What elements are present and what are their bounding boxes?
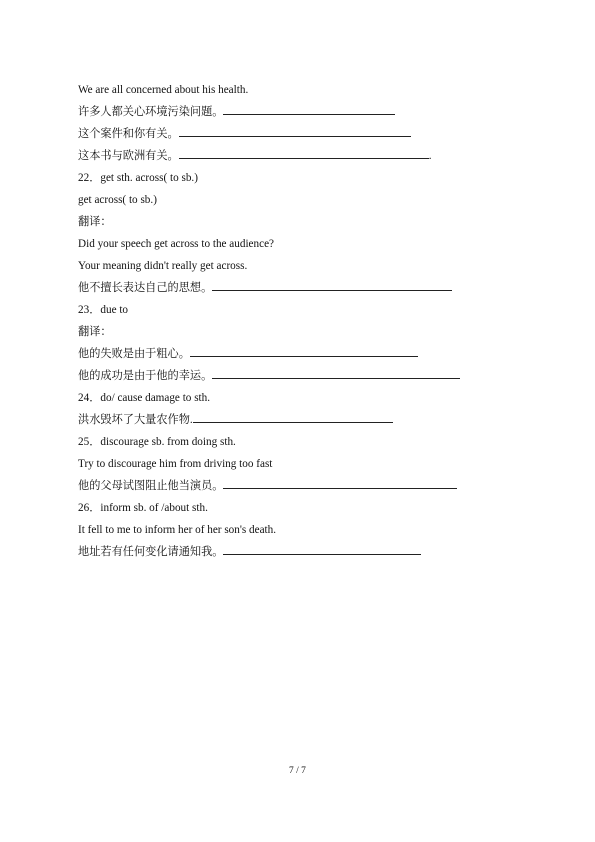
line-text: 他的父母试图阻止他当演员。 — [78, 480, 224, 492]
answer-blank — [212, 278, 452, 291]
text-line — [78, 453, 518, 475]
answer-blank — [179, 146, 429, 159]
text-line — [78, 189, 518, 211]
translation-exercise-line — [78, 123, 518, 145]
line-text: 这个案件和你有关。 — [78, 128, 179, 140]
line-text: 翻译： — [78, 326, 112, 338]
line-text: 他的失败是由于粗心。 — [78, 348, 190, 360]
line-text: 洪水毁坏了大量农作物. — [78, 414, 193, 426]
answer-blank — [179, 124, 411, 137]
translation-exercise-line — [78, 277, 518, 299]
line-text: 他的成功是由于他的幸运。 — [78, 370, 213, 382]
text-line — [78, 79, 518, 101]
line-text: 许多人都关心环境污染问题。 — [78, 106, 224, 118]
text-line — [78, 211, 518, 233]
line-text: 26．inform sb. of /about sth. — [78, 502, 208, 514]
text-line — [78, 321, 518, 343]
text-line — [78, 299, 518, 321]
line-suffix: . — [428, 150, 432, 162]
text-line — [78, 255, 518, 277]
translation-exercise-line — [78, 475, 518, 497]
line-text: 23．due to — [78, 304, 129, 316]
line-text: Try to discourage him from driving too fast — [78, 458, 273, 470]
translation-exercise-line — [78, 365, 518, 387]
translation-exercise-line — [78, 409, 518, 431]
line-text: 24．do/ cause damage to sth. — [78, 392, 211, 404]
line-text: 地址若有任何变化请通知我。 — [78, 546, 224, 558]
text-line — [78, 519, 518, 541]
line-text: Your meaning didn't really get across. — [78, 260, 248, 272]
line-text: 这本书与欧洲有关。 — [78, 150, 179, 162]
line-text: 他不擅长表达自己的思想。 — [78, 282, 213, 294]
answer-blank — [212, 366, 460, 379]
translation-exercise-line — [78, 343, 518, 365]
line-text: We are all concerned about his health. — [78, 84, 249, 96]
answer-blank — [223, 476, 457, 489]
line-text: Did your speech get across to the audience? — [78, 238, 275, 250]
text-line — [78, 167, 518, 189]
text-line — [78, 387, 518, 409]
line-text: 22．get sth. across( to sb.) — [78, 172, 198, 184]
text-line — [78, 233, 518, 255]
exercise-content — [78, 79, 518, 563]
line-text: get across( to sb.) — [78, 194, 157, 206]
line-text: 翻译： — [78, 216, 112, 228]
line-text: It fell to me to inform her of her son's death. — [78, 524, 277, 536]
answer-blank — [223, 102, 395, 115]
translation-exercise-line — [78, 145, 518, 167]
translation-exercise-line — [78, 101, 518, 123]
answer-blank — [223, 542, 421, 555]
answer-blank — [193, 410, 393, 423]
answer-blank — [190, 344, 418, 357]
line-text: 25．discourage sb. from doing sth. — [78, 436, 236, 448]
text-line — [78, 497, 518, 519]
translation-exercise-line — [78, 541, 518, 563]
text-line — [78, 431, 518, 453]
page-number: 7 / 7 — [289, 766, 306, 776]
